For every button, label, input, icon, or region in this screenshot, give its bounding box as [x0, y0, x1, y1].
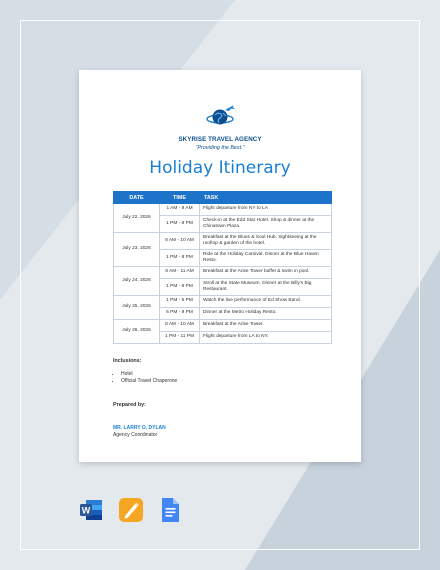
task-cell: Breakfast at the Arise Tower buffet & swim in pool. [200, 267, 332, 279]
time-cell: 8 AM - 11 AM [160, 267, 200, 279]
list-item: • Official Travel Chaperone [121, 378, 177, 385]
task-cell: Dinner at the Metro Holiday Resto. [200, 308, 332, 320]
time-cell: 1 PM - 11 PM [160, 332, 200, 344]
task-cell: Ride at the Holiday Carnival. Dinner at the Blue Haven Resto. [200, 250, 332, 267]
google-docs-icon[interactable] [157, 497, 183, 523]
header-time: TIME [160, 192, 200, 204]
task-cell: Watch the live performance of Ed Show Band. [200, 296, 332, 308]
itinerary-table [113, 191, 332, 344]
task-cell: Flight departure from LA to NY. [200, 332, 332, 344]
preparer-role: Agency Coordinator [113, 432, 158, 438]
word-icon-letter: W [81, 505, 91, 516]
word-icon[interactable] [78, 497, 104, 523]
table-row [114, 267, 332, 279]
header-task: TASK [200, 192, 332, 204]
preparer-name: MR. LARRY O. DYLAN [113, 425, 166, 431]
task-cell: Stroll at the State Museum. Dinner at the Billy’s Big Restaurant. [200, 279, 332, 296]
pages-icon[interactable] [118, 497, 144, 523]
date-cell: July 24, 2026 [114, 267, 160, 296]
task-cell: Breakfast at the Blues & Soul Hub. Sightseeing at the rooftop & garden of the hotel. [200, 233, 332, 250]
time-cell: 1 PM - 5 PM [160, 296, 200, 308]
document-page [79, 70, 361, 462]
table-row [114, 204, 332, 216]
time-cell: 1 AM - 9 AM [160, 204, 200, 216]
prepared-by-label: Prepared by: [113, 402, 146, 408]
document-title: Holiday Itinerary [149, 158, 291, 178]
time-cell: 8 AM - 10 AM [160, 320, 200, 332]
table-row [114, 320, 332, 332]
task-cell: Check-in at the Edd Star Hotel. Shop & dinner at the Chinatown Plaza. [200, 216, 332, 233]
table-header-row [114, 192, 332, 204]
time-cell: 1 PM - 8 PM [160, 250, 200, 267]
task-cell: Flight departure from NY to LA [200, 204, 332, 216]
header-date: DATE [114, 192, 160, 204]
table-row [114, 233, 332, 250]
list-item: • Hotel [121, 371, 177, 378]
time-cell: 8 AM - 10 AM [160, 233, 200, 250]
date-cell: July 23, 2026 [114, 233, 160, 267]
agency-tagline: “Providing the Best.” [195, 145, 245, 151]
time-cell: 6 PM - 9 PM [160, 308, 200, 320]
table-row [114, 296, 332, 308]
globe-plane-logo-icon [206, 104, 236, 130]
date-cell: July 22, 2026 [114, 204, 160, 233]
date-cell: July 26, 2026 [114, 320, 160, 344]
agency-name: SKYRISE TRAVEL AGENCY [178, 136, 262, 143]
inclusions-list [113, 371, 177, 385]
inclusions-label: Inclusions: [113, 358, 142, 364]
time-cell: 1 PM - 8 PM [160, 216, 200, 233]
date-cell: July 25, 2026 [114, 296, 160, 320]
task-cell: Breakfast at the Arise Tower. [200, 320, 332, 332]
time-cell: 1 PM - 8 PM [160, 279, 200, 296]
